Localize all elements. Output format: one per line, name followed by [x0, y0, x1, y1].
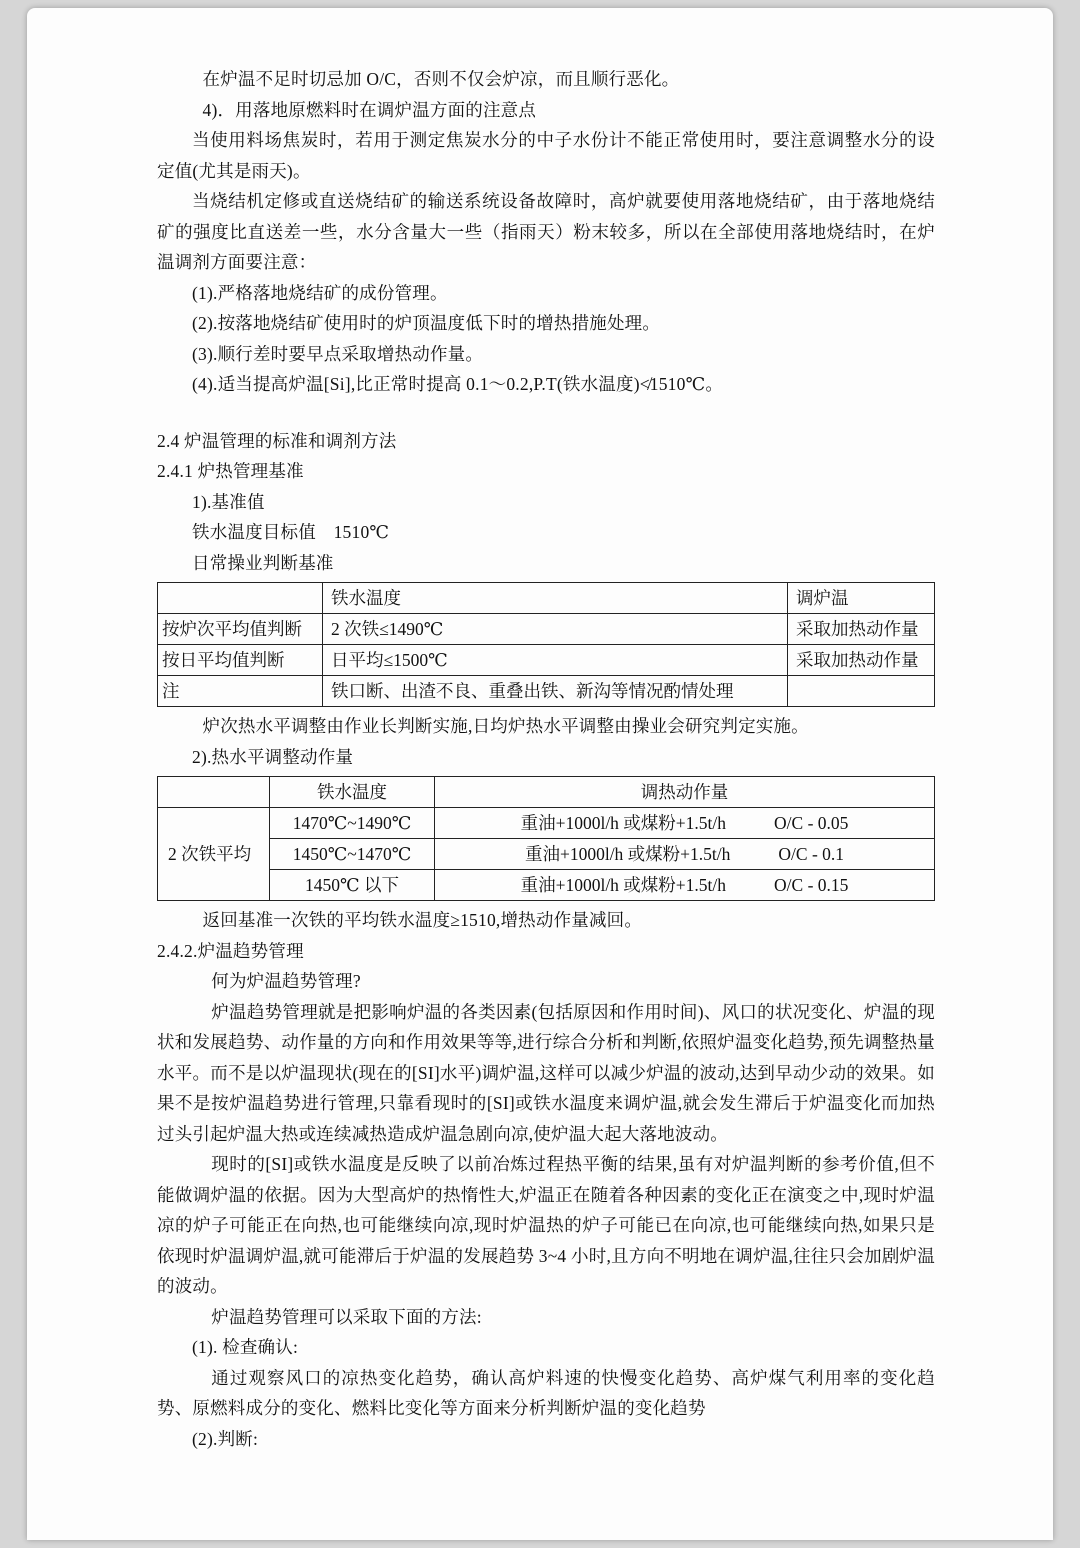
table-cell: [158, 777, 270, 808]
table-cell: 注: [158, 676, 323, 707]
document-page: [27, 8, 1053, 1540]
table-row: [158, 614, 935, 645]
table-cell: 铁水温度: [270, 777, 435, 808]
table-cell: 按炉次平均值判断: [158, 614, 323, 645]
table-cell: 采取加热动作量: [788, 614, 935, 645]
table-row: [158, 870, 935, 901]
daily-judgment-table: [157, 582, 935, 707]
table-cell: [435, 808, 935, 839]
paragraph-trend-methods: 炉温趋势管理可以采取下面的方法:: [211, 1306, 482, 1327]
table-cell-row-label: 2 次铁平均: [158, 808, 270, 901]
paragraph-coke-yard: 当使用料场焦炭时，若用于测定焦炭水分的中子水份计不能正常使用时，要注意调整水分的设定值(尤其是雨天)。: [157, 130, 935, 181]
table-cell: 采取加热动作量: [788, 645, 935, 676]
table-row: [158, 839, 935, 870]
section-heading-2-4: 2.4 炉温管理的标准和调剂方法: [157, 430, 397, 451]
oc-action-value: O/C - 0.05: [774, 813, 849, 833]
table-cell: 调炉温: [788, 583, 935, 614]
table-row: [158, 808, 935, 839]
paragraph-target-temp: 铁水温度目标值 1510℃: [192, 522, 390, 542]
table-cell: 按日平均值判断: [158, 645, 323, 676]
table-cell: 1450℃ 以下: [270, 870, 435, 901]
paragraph-sinter-fault: 当烧结机定修或直送烧结矿的输送系统设备故障时，高炉就要使用落地烧结矿，由于落地烧结矿的强度比直送差一些，水分含量大一些（指雨天）粉末较多，所以在全部使用落地烧结时，在炉温调剂方面要注意：: [157, 191, 935, 272]
table-cell: [435, 839, 935, 870]
table-row: [158, 777, 935, 808]
oc-action-value: O/C - 0.1: [778, 844, 845, 864]
fuel-action-value: 重油+1000l/h 或煤粉+1.5t/h: [524, 844, 731, 864]
paragraph-what-is-trend: 何为炉温趋势管理?: [211, 971, 361, 991]
fuel-action-value: 重油+1000l/h 或煤粉+1.5t/h: [520, 813, 727, 833]
table-row: [158, 645, 935, 676]
paragraph-return-base: 返回基准一次铁的平均铁水温度≥1510,增热动作量减回。: [202, 910, 643, 930]
table-cell: 铁口断、出渣不良、重叠出铁、新沟等情况酌情处理: [323, 676, 788, 707]
heading-heat-adjust-actions: 2).热水平调整动作量: [192, 746, 354, 767]
list-item-3: (3).顺行差时要早点采取增热动作量。: [192, 343, 484, 364]
paragraph-base-value: 1).基准值: [192, 491, 265, 512]
table-cell: 铁水温度: [323, 583, 788, 614]
list-item-1: (1).严格落地烧结矿的成份管理。: [192, 282, 448, 303]
table-cell: [788, 676, 935, 707]
table-cell: 1470℃~1490℃: [270, 808, 435, 839]
table-cell: [158, 583, 323, 614]
heading-judge: (2).判断:: [192, 1428, 259, 1449]
table-cell: 2 次铁≤1490℃: [323, 614, 788, 645]
table-cell: 1450℃~1470℃: [270, 839, 435, 870]
section-heading-2-4-2: 2.4.2.炉温趋势管理: [157, 940, 304, 961]
paragraph-observation: 通过观察风口的凉热变化趋势，确认高炉料速的快慢变化趋势、高炉煤气利用率的变化趋势、原燃料成分的变化、燃料比变化等方面来分析判断炉温的变化趋势: [157, 1367, 935, 1418]
table-cell: [435, 870, 935, 901]
paragraph-adjust-responsibility: 炉次热水平调整由作业长判断实施,日均炉热水平调整由操业会研究判定实施。: [202, 716, 809, 736]
heading-check-confirm: (1). 检查确认:: [192, 1337, 299, 1357]
paragraph-trend-definition: 炉温趋势管理就是把影响炉温的各类因素(包括原因和作用时间)、风口的状况变化、炉温的现状和发展趋势、动作量的方向和作用效果等等,进行综合分析和判断,依照炉温变化趋势,预先调整热量水平。而不是以炉温现状(现在的[SI]水平)调炉温,这样可以减少炉温的波动,达到早动少动的效果。如果不是按炉温趋势进行管理,只靠看现时的[SI]或铁水温度来调炉温,就会发生滞后于炉温变化而加热过头引起炉温大热或连续减热造成炉温急剧向凉,使炉温大起大落地波动。: [157, 1001, 935, 1144]
paragraph-daily-criteria: 日常操业判断基准: [192, 552, 334, 573]
table-row: [158, 583, 935, 614]
table-cell: 日平均≤1500℃: [323, 645, 788, 676]
heat-adjustment-table: [157, 776, 935, 901]
list-item-2: (2).按落地烧结矿使用时的炉顶温度低下时的增热措施处理。: [192, 313, 661, 333]
paragraph-oc-warning: 在炉温不足时切忌加 O/C，否则不仅会炉凉，而且顺行恶化。: [202, 69, 680, 89]
oc-action-value: O/C - 0.15: [774, 875, 849, 895]
list-item-4: (4).适当提高炉温[Si],比正常时提高 0.1～0.2,P.T(铁水温度)≮1510℃。: [192, 374, 724, 394]
heading-item-4: 4)．用落地原燃料时在调炉温方面的注意点: [202, 99, 537, 120]
paragraph-trend-rationale: 现时的[SI]或铁水温度是反映了以前冶炼过程热平衡的结果,虽有对炉温判断的参考价值,但不能做调炉温的依据。因为大型高炉的热惰性大,炉温正在随着各种因素的变化正在演变之中,现时炉温凉的炉子可能正在向热,也可能继续向凉,现时炉温热的炉子可能已在向凉,也可能继续向热,如果只是依现时炉温调炉温,就可能滞后于炉温的发展趋势 3~4 小时,且方向不明地在调炉温,往往只会加剧炉温的波动。: [157, 1154, 935, 1296]
section-heading-2-4-1: 2.4.1 炉热管理基准: [157, 461, 304, 481]
fuel-action-value: 重油+1000l/h 或煤粉+1.5t/h: [520, 875, 727, 895]
table-cell: 调热动作量: [435, 777, 935, 808]
table-row: [158, 676, 935, 707]
